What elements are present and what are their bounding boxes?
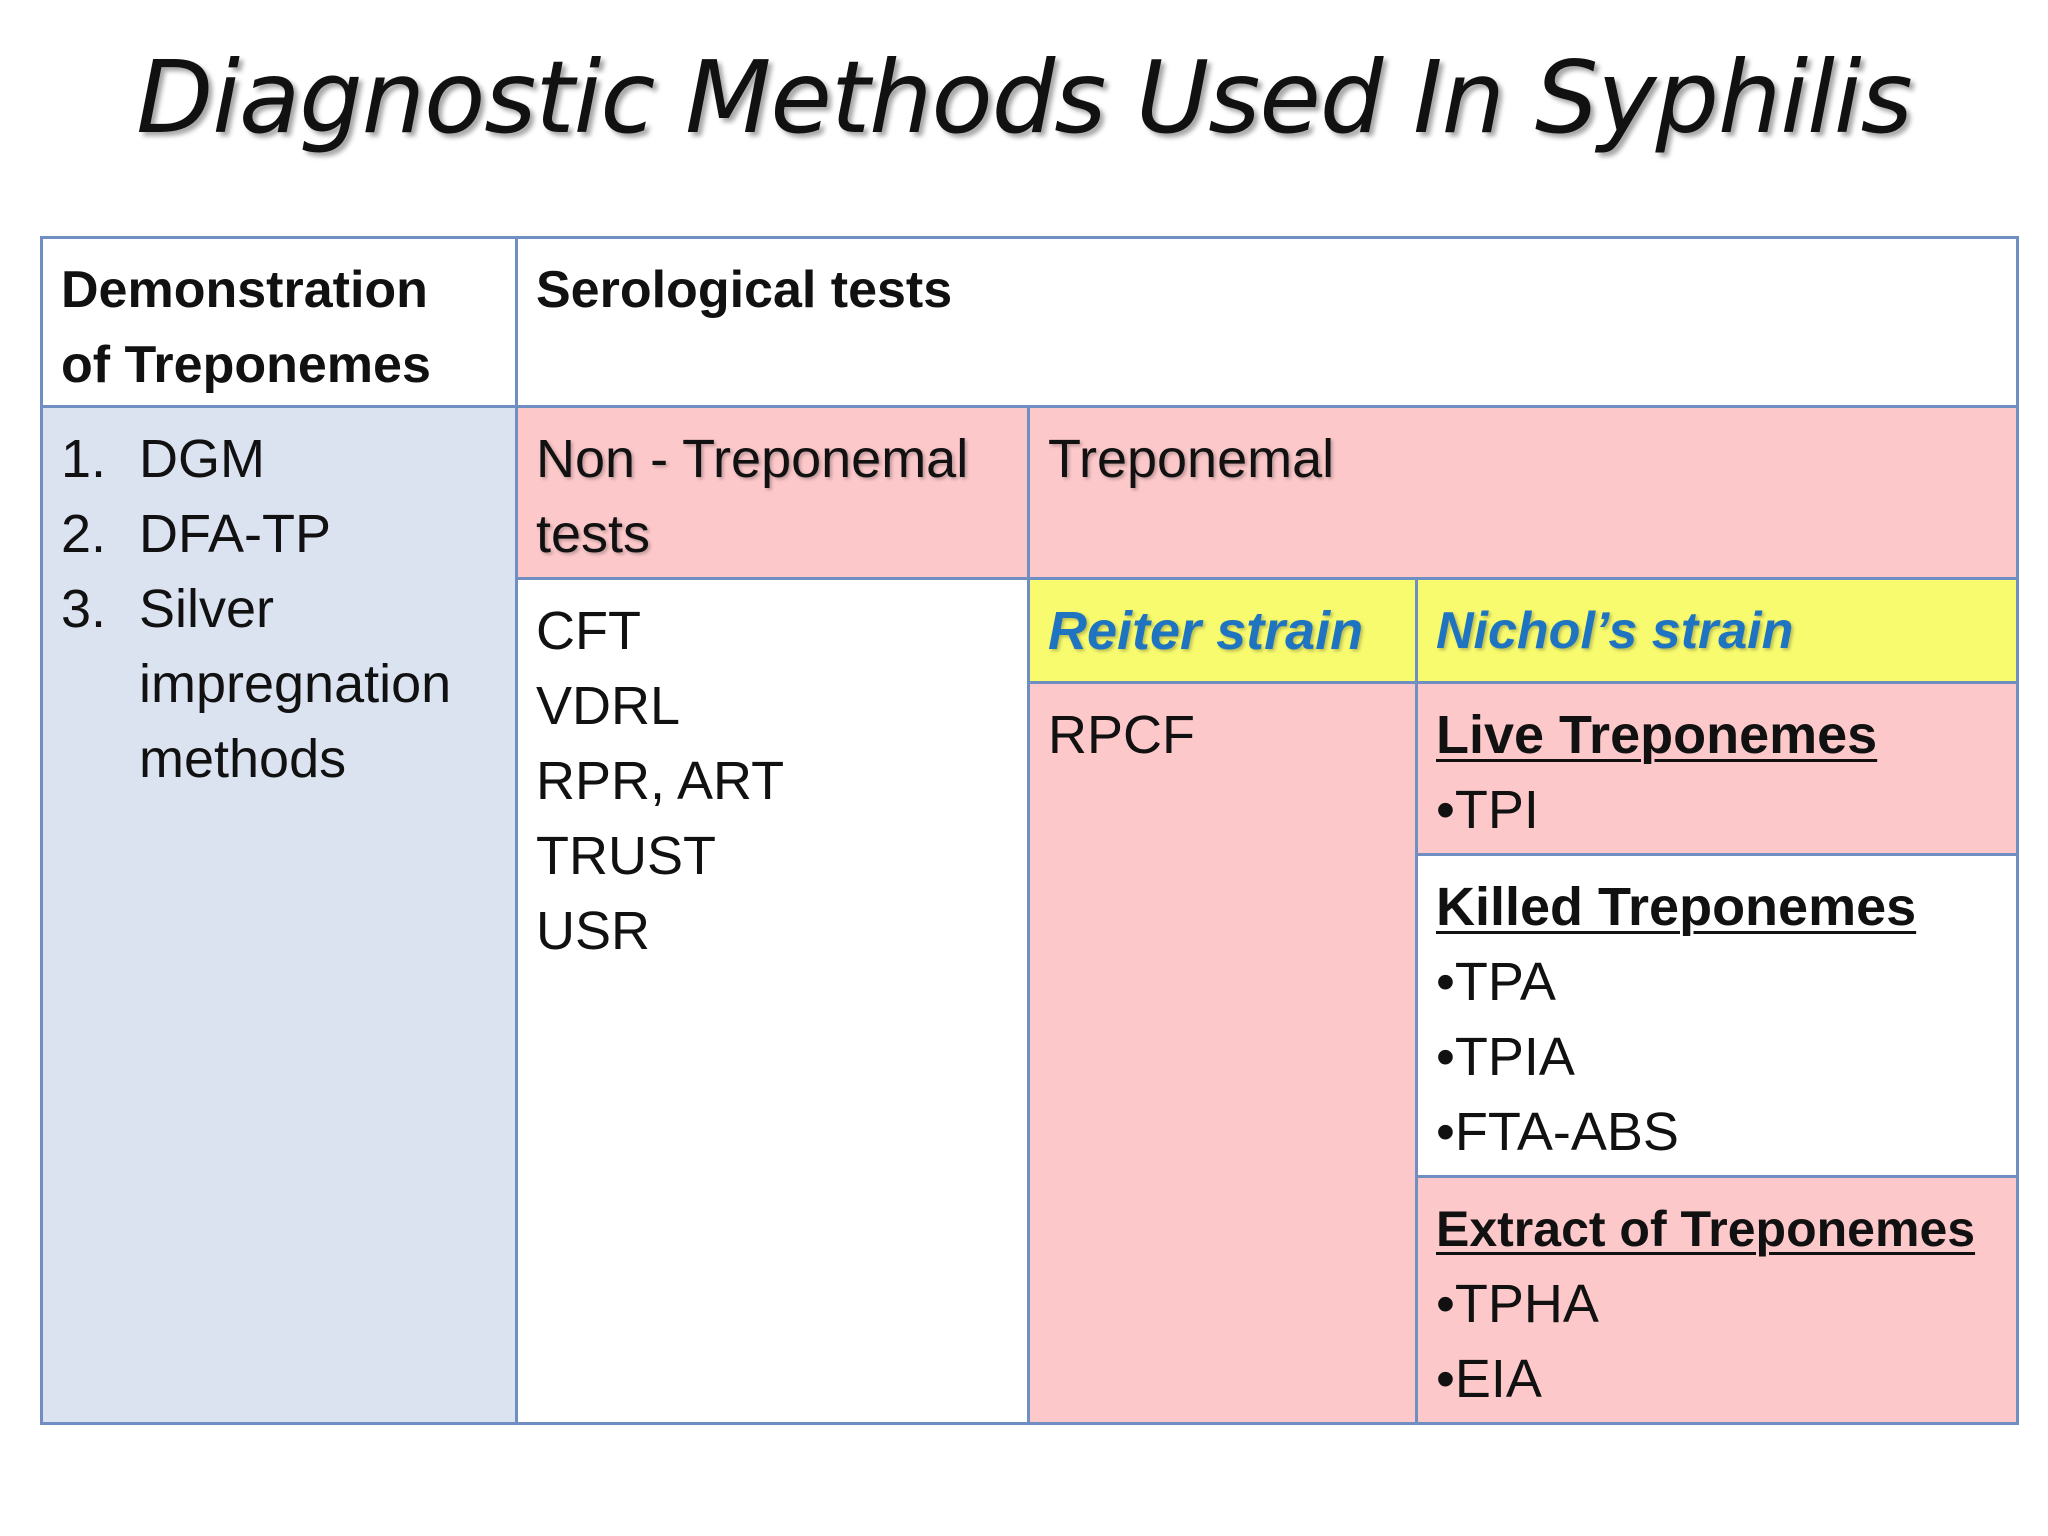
demonstration-header-line-1: Demonstration xyxy=(61,261,428,319)
demonstration-header-cell xyxy=(40,236,518,408)
list-text: Silver xyxy=(139,579,275,639)
demonstration-methods-list xyxy=(61,422,497,797)
serological-header: Serological tests xyxy=(536,261,953,319)
extract-treponemes-cell xyxy=(1415,1175,2019,1425)
test-name: •TPHA xyxy=(1436,1274,1599,1334)
demonstration-header-line-2: of Treponemes xyxy=(61,336,431,394)
test-name: •TPA xyxy=(1436,952,1556,1012)
nichols-strain-header: Nichol’s strain xyxy=(1436,602,1794,660)
treponemal-header: Treponemal xyxy=(1048,429,1335,489)
list-item xyxy=(61,572,497,797)
list-text: DGM xyxy=(139,429,265,489)
slide-title: Diagnostic Methods Used In Syphilis xyxy=(136,39,1912,156)
non-treponemal-header-line-1: Non - Treponemal xyxy=(536,429,969,489)
killed-treponemes-cell xyxy=(1415,853,2019,1178)
list-text: impregnation xyxy=(139,654,452,714)
list-item xyxy=(61,422,497,497)
extract-treponemes-header: Extract of Treponemes xyxy=(1436,1201,1976,1257)
killed-treponemes-header: Killed Treponemes xyxy=(1436,877,1917,937)
non-treponemal-header-cell xyxy=(515,405,1030,580)
test-name: VDRL xyxy=(536,676,681,736)
list-number: 1. xyxy=(61,429,107,489)
list-number: 2. xyxy=(61,504,107,564)
test-name: CFT xyxy=(536,601,641,661)
non-treponemal-header-line-2: tests xyxy=(536,504,651,564)
test-name: •TPI xyxy=(1436,780,1539,840)
test-name: TRUST xyxy=(536,826,716,886)
demonstration-methods-cell xyxy=(40,405,518,1425)
test-name: •EIA xyxy=(1436,1349,1542,1409)
live-treponemes-cell xyxy=(1415,681,2019,856)
test-name: •FTA-ABS xyxy=(1436,1102,1679,1162)
list-text: methods xyxy=(139,729,347,789)
reiter-tests-cell xyxy=(1027,681,1418,1425)
live-treponemes-header: Live Treponemes xyxy=(1436,705,1878,765)
test-name: RPCF xyxy=(1048,705,1195,765)
nichols-strain-header-cell xyxy=(1415,577,2019,684)
reiter-strain-header: Reiter strain xyxy=(1048,601,1364,661)
serological-header-cell xyxy=(515,236,2019,408)
list-text: DFA-TP xyxy=(139,504,332,564)
list-item xyxy=(61,497,497,572)
test-name: •TPIA xyxy=(1436,1027,1575,1087)
treponemal-header-cell xyxy=(1027,405,2019,580)
test-name: RPR, ART xyxy=(536,751,785,811)
non-treponemal-tests-cell xyxy=(515,577,1030,1425)
test-name: USR xyxy=(536,901,651,961)
list-number: 3. xyxy=(61,579,107,639)
reiter-strain-header-cell xyxy=(1027,577,1418,684)
